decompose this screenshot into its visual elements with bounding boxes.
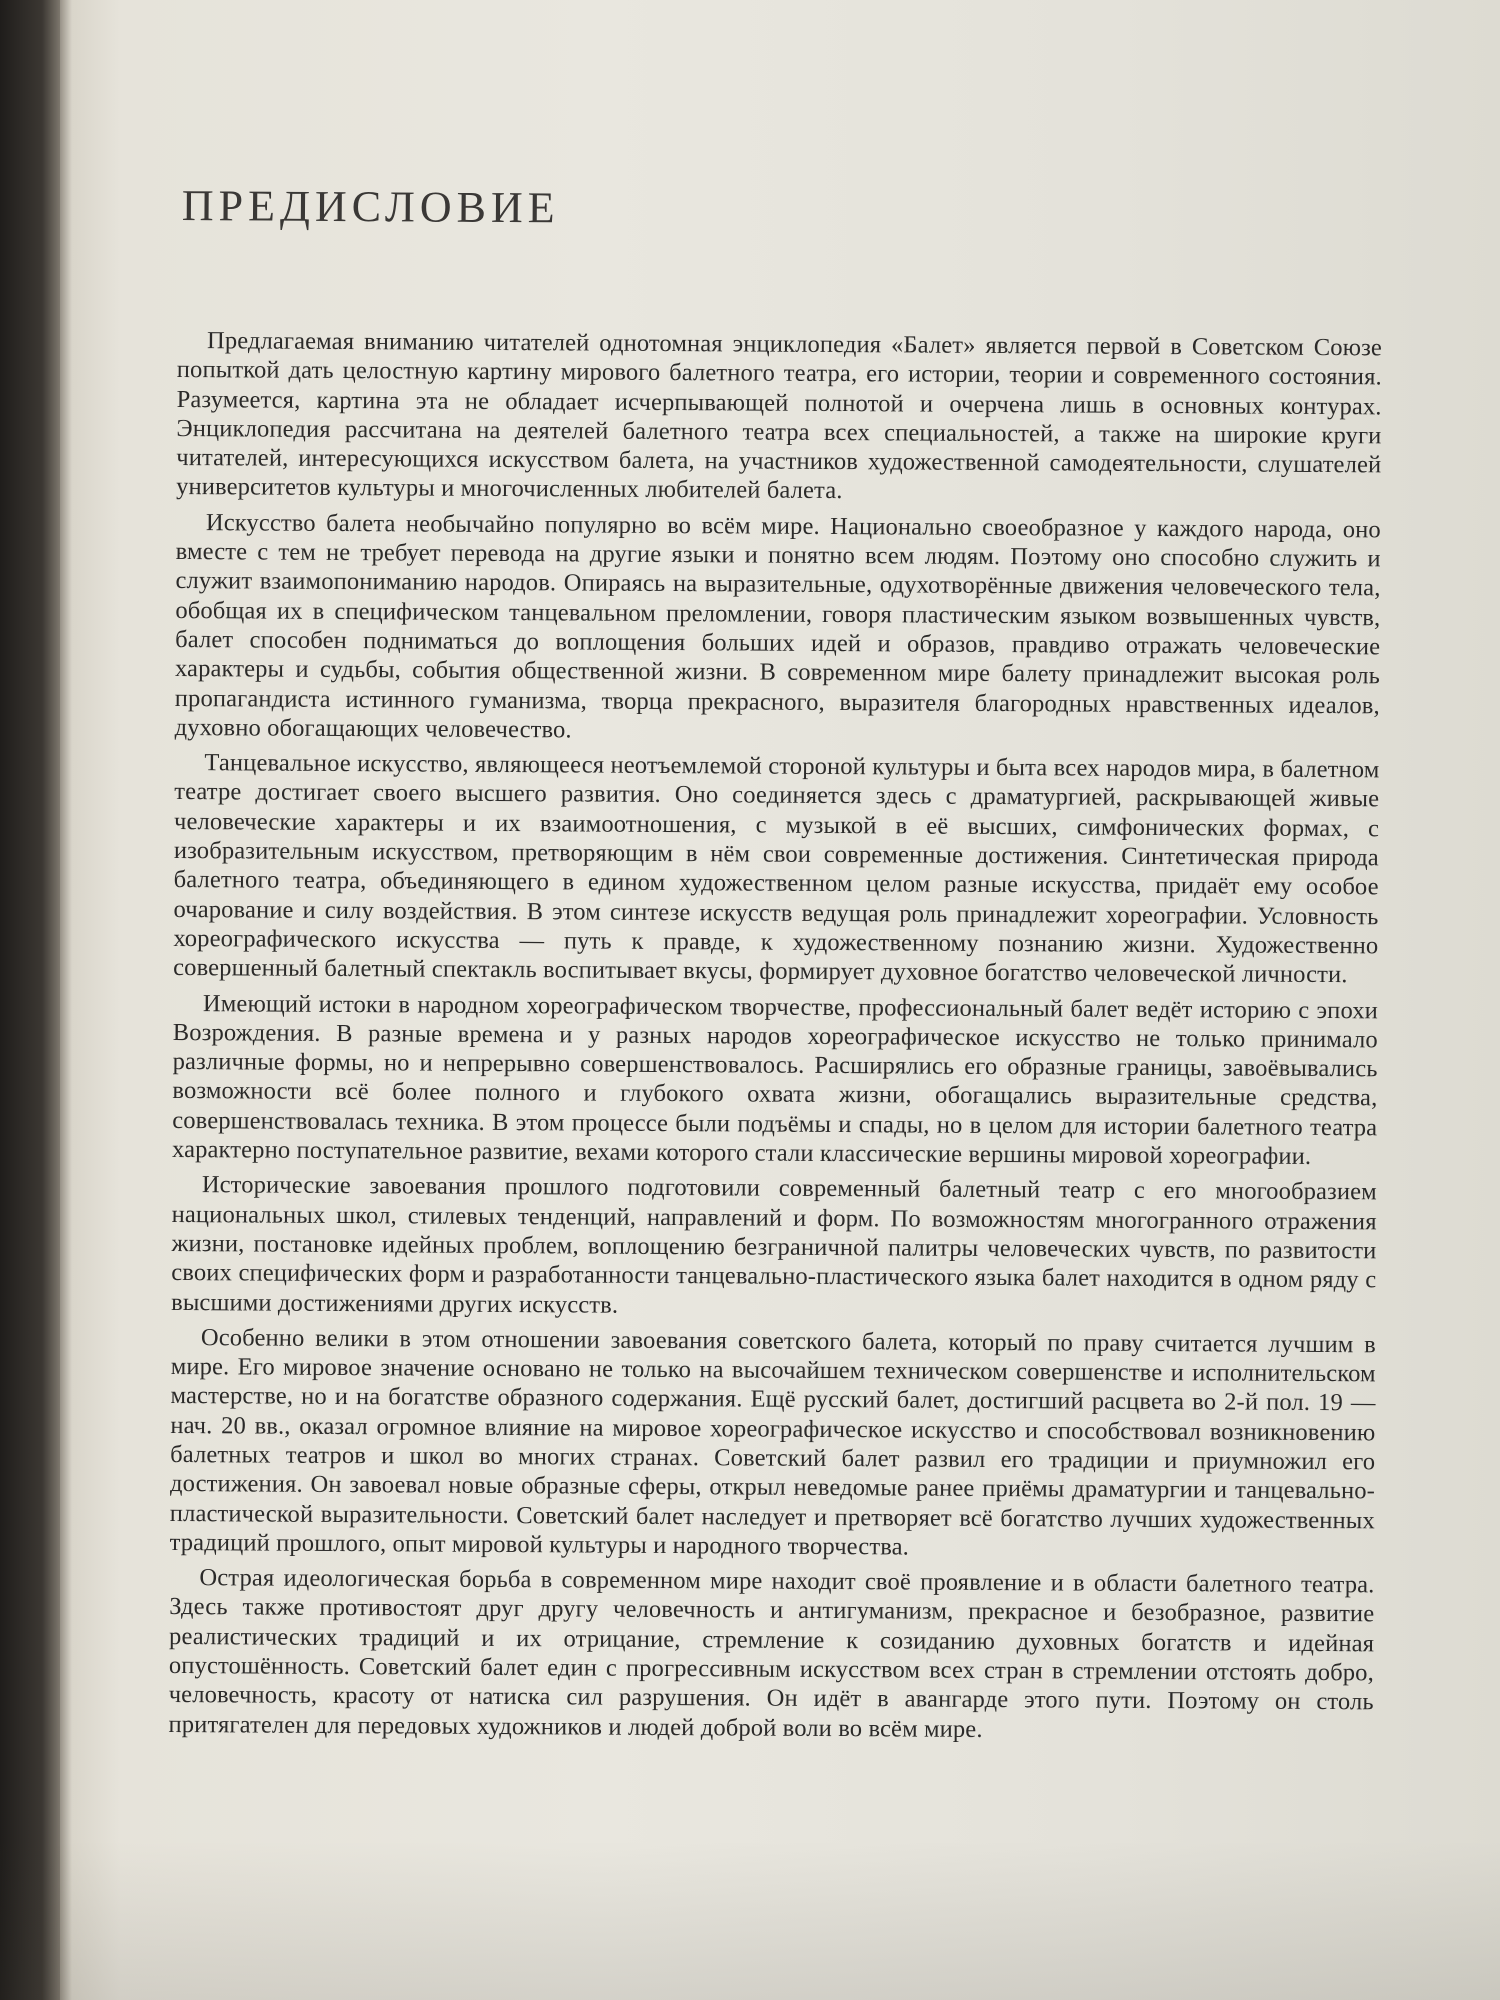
paragraph: Исторические завоевания прошлого подготовили современный балетный театр с его многообразием национальных школ, стилевых тенденций, направлений и форм. По возможностям многогранного отражения жизни, постановке идейных проблем, воплощению безграничной палитры человеческих чувств, по развитости своих специфических форм и разработанности танцевально-пластического языка балет находится в одном ряду с высшими достижениями других искусств. [171,1171,1377,1319]
paragraph: Особенно велики в этом отношении завоевания советского балета, который по праву считается лучшим в мире. Его мировое значение основано не только на высочайшем техническом совершенстве и исполнительском мастерстве, но и на богатстве образного содержания. Ещё русский балет, достигший расцвета во 2-й пол. 19 — нач. 20 вв., оказал огромное влияние на мировое хореографическое искусство и способствовал возникновению балетных театров и школ во многих странах. Советский балет развил его традиции и приумножил его достижения. Он завоевал новые образные сферы, открыл неведомые ранее приёмы драматургии и танцевально-пластической выразительности. Советский балет наследует и претворяет всё богатство лучших художественных традиций прошлого, опыт мировой культуры и народного творчества. [169,1323,1376,1561]
page-heading: ПРЕДИСЛОВИЕ [181,181,560,233]
page-shadow [0,1840,1500,2000]
paragraph: Имеющий истоки в народном хореографическом творчестве, профессиональный балет ведёт историю с эпохи Возрождения. В разные времена и у разных народов хореографическое искусство не только принимало различные формы, но и непрерывно совершенствовалось. Расширялись его образные границы, завоёвывались возможности всё более полного и глубокого охвата жизни, обогащались выразительные средства, совершенствовалась техника. В этом процессе были подъёмы и спады, но в целом для истории балетного театра характерно поступательное развитие, вехами которого стали классические вершины мировой хореографии. [171,989,1379,1170]
book-spine-shadow [0,0,60,2000]
paragraph: Танцевальное искусство, являющееся неотъемлемой стороной культуры и быта всех народов мира, в балетном театре достигает своего высшего развития. Оно соединяется здесь с драматургией, раскрывающей живые человеческие характеры и их взаимоотношения, с музыкой в её высших, симфонических формах, с изобразительным искусством, претворяющим в нём свои современные достижения. Синтетическая природа балетного театра, объединяющего в едином художественном целом разные искусства, придаёт ему особое очарование и силу воздействия. В этом синтезе искусств ведущая роль принадлежит хореографии. Условность хореографического искусства — путь к правде, к художественному познанию жизни. Художественно совершенный балетный спектакль воспитывает вкусы, формирует духовное богатство человеческой личности. [173,749,1380,989]
paragraph: Предлагаемая вниманию читателей однотомная энциклопедия «Балет» является первой в Советском Союзе попыткой дать целостную картину мирового балетного театра, его истории, теории и современного состояния. Разумеется, картина эта не обладает исчерпывающей полнотой и очерчена лишь в основных контурах. Энциклопедия рассчитана на деятелей балетного театра всех специальностей, а также на широкие круги читателей, интересующихся искусством балета, на участников художественной самодеятельности, слушателей университетов культуры и многочисленных любителей балета. [176,327,1383,505]
paragraph: Искусство балета необычайно популярно во всём мире. Национально своеобразное у каждого народа, оно вместе с тем не требует перевода на другие языки и понятно всем людям. Поэтому оно способно служить и служит взаимопониманию народов. Опираясь на выразительные, одухотворённые движения человеческого тела, обобщая их в специфическом танцевальном преломлении, говоря пластическим языком возвышенных чувств, балет способен подниматься до воплощения больших идей и образов, правдиво отражать человеческие характеры и судьбы, события общественной жизни. В современном мире балету принадлежит высокая роль пропагандиста истинного гуманизма, творца прекрасного, выразителя благородных нравственных идеалов, духовно обогащающих человечество. [174,508,1381,744]
paragraph: Острая идеологическая борьба в современном мире находит своё проявление и в области балетного театра. Здесь также противостоят друг другу человечность и антигуманизм, прекрасное и безобразное, развитие реалистических традиций и их отрицание, стремление к созиданию духовных богатств и идейная опустошённость. Советский балет един с прогрессивным искусством всех стран в стремлении отстоять добро, человечность, красоту от натиска сил разрушения. Он идёт в авангарде этого пути. Поэтому он столь притягателен для передовых художников и людей доброй воли во всём мире. [168,1564,1375,1743]
book-page [168,180,1383,1752]
